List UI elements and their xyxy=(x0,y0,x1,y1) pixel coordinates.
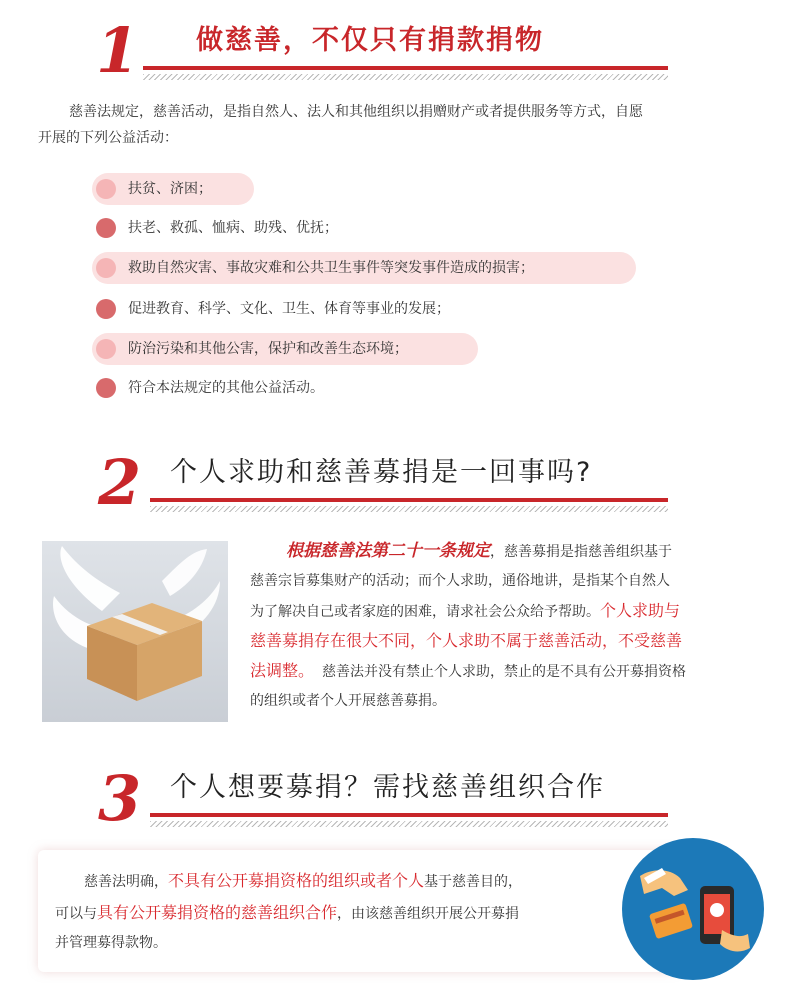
phone-payment-icon xyxy=(622,838,764,980)
section2-line-3: 为了解决自己或者家庭的困难，请求社会公众给予帮助。个人求助与 xyxy=(250,601,681,620)
bullet-dot xyxy=(96,258,116,278)
section-rule-3 xyxy=(150,813,668,817)
section-hatch-1 xyxy=(143,74,668,80)
section-title-3: 个人想要募捐？需找慈善组织合作 xyxy=(170,772,605,803)
section3-line-3: 并管理募得款物。 xyxy=(55,935,167,951)
intro-line-2: 开展的下列公益活动： xyxy=(38,130,178,146)
section-hatch-2 xyxy=(150,506,668,512)
section2-line-2: 慈善宗旨募集财产的活动；而个人求助，通俗地讲，是指某个自然人 xyxy=(250,573,670,589)
section-rule-2 xyxy=(150,498,668,502)
bullet-dot xyxy=(96,218,116,238)
section2-line-6: 的组织或者个人开展慈善募捐。 xyxy=(250,693,446,709)
section2-line-4: 慈善募捐存在很大不同，个人求助不属于慈善活动，不受慈善 xyxy=(250,631,683,650)
law-reference-text: 根据慈善法第二十一条规定 xyxy=(286,541,490,561)
section-number-2: 2 xyxy=(98,446,142,519)
section-number-1: 1 xyxy=(96,14,140,87)
winged-box-icon xyxy=(42,541,228,722)
bullet-dot xyxy=(96,179,116,199)
section2-line-1: 根据慈善法第二十一条规定，慈善募捐是指慈善组织基于 xyxy=(286,541,672,561)
section-title-2: 个人求助和慈善募捐是一回事吗? xyxy=(170,457,593,488)
section-hatch-3 xyxy=(150,821,668,827)
intro-line-1: 慈善法规定，慈善活动，是指自然人、法人和其他组织以捐赠财产或者提供服务等方式，自愿 xyxy=(69,104,643,120)
section-title-1: 做慈善，不仅只有捐款捐物 xyxy=(196,25,544,56)
section-rule-1 xyxy=(143,66,668,70)
bullet-dot xyxy=(96,299,116,319)
bullet-dot xyxy=(96,378,116,398)
section-number-3: 3 xyxy=(98,762,142,835)
section3-line-1: 慈善法明确，不具有公开募捐资格的组织或者个人基于慈善目的， xyxy=(84,871,523,890)
bullet-dot xyxy=(96,339,116,359)
section3-line-2: 可以与具有公开募捐资格的慈善组织合作，由该慈善组织开展公开募捐 xyxy=(55,903,520,922)
section2-line-5: 法调整。 慈善法并没有禁止个人求助，禁止的是不具有公开募捐资格 xyxy=(250,661,687,680)
